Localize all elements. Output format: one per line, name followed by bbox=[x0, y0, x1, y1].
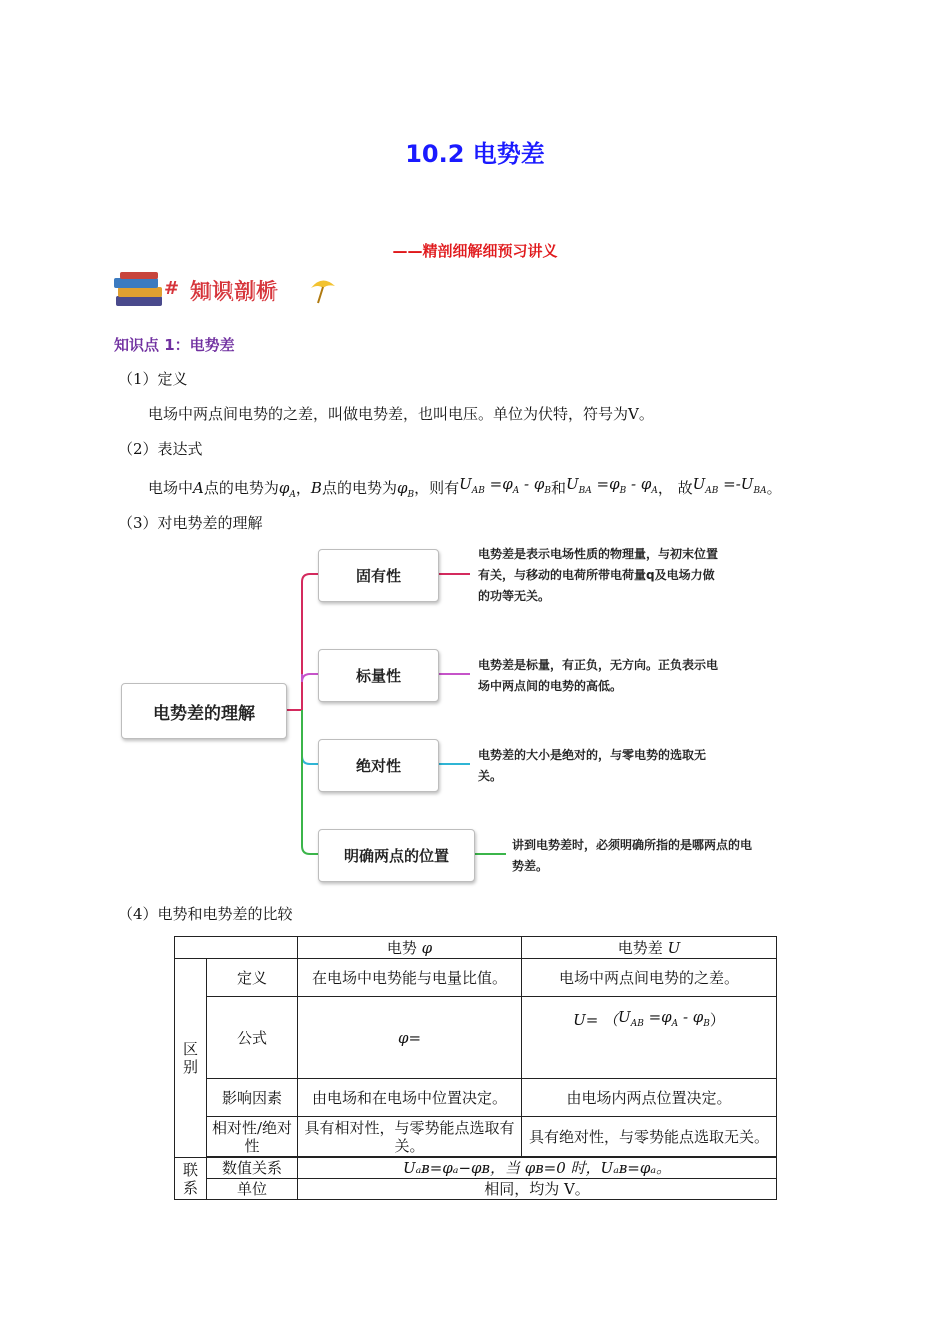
row-label-rel: 相对性/绝对性 bbox=[207, 1117, 298, 1157]
branch-mingque: 明确两点的位置 bbox=[318, 829, 475, 882]
table-header-row bbox=[175, 937, 777, 959]
cell-def-phi: 在电场中电势能与电量比值。 bbox=[298, 959, 522, 997]
row-label-factor: 影响因素 bbox=[207, 1079, 298, 1117]
branch-guyouxing: 固有性 bbox=[318, 549, 439, 602]
branch-jueduixing: 绝对性 bbox=[318, 739, 439, 792]
row-label-formula: 公式 bbox=[207, 997, 298, 1079]
note-mingque: 讲到电势差时，必须明确所指的是哪两点的电 势差。 bbox=[512, 838, 753, 873]
formula-uab: $U_{AB} =\varphi_A - \varphi_B$ bbox=[459, 475, 551, 496]
cell-formula-u: $U= (U_{AB} =\varphi_A - \varphi_B)$ bbox=[522, 997, 777, 1079]
mindmap-root: 电势差的理解 bbox=[121, 683, 287, 739]
svg-text:#: # bbox=[164, 278, 180, 299]
section-banner bbox=[112, 270, 352, 312]
branch-biaoliangxing: 标量性 bbox=[318, 649, 439, 702]
cell-rel-u: 具有绝对性，与零势能点选取无关。 bbox=[522, 1117, 777, 1157]
formula-uba: $U_{BA} =\varphi_B - \varphi_A$ bbox=[565, 475, 658, 496]
cell-unit: 相同，均为 V。 bbox=[298, 1179, 777, 1200]
cell-rel-phi: 具有相对性，与零势能点选取有关。 bbox=[298, 1117, 522, 1157]
mindmap bbox=[0, 540, 950, 890]
table-row bbox=[175, 1158, 777, 1179]
group-lianxi: 联系 bbox=[175, 1158, 207, 1200]
s4-heading: （4）电势和电势差的比较 bbox=[118, 905, 293, 923]
page-title: 10.2 电势差 bbox=[405, 140, 545, 168]
formula-uab-neg: $U_{AB} =-U_{BA}$ bbox=[692, 475, 767, 496]
knowledge-point-title: 知识点 1：电势差 bbox=[114, 336, 235, 354]
cell-factor-u: 由电场内两点位置决定。 bbox=[522, 1079, 777, 1117]
cell-formula-phi: φ= bbox=[298, 997, 522, 1079]
books-icon bbox=[112, 270, 192, 312]
table-row bbox=[175, 1117, 777, 1157]
s2-heading: （2）表达式 bbox=[118, 440, 203, 458]
cell-factor-phi: 由电场和在电场中位置决定。 bbox=[298, 1079, 522, 1117]
s1-body: 电场中两点间电势的之差，叫做电势差，也叫电压。单位为伏特，符号为V。 bbox=[148, 405, 654, 423]
table-row bbox=[175, 959, 777, 997]
page-subtitle: ——精剖细解细预习讲义 bbox=[392, 242, 558, 260]
cell-def-u: 电场中两点间电势的之差。 bbox=[522, 959, 777, 997]
comparison-table bbox=[174, 936, 777, 1200]
note-biaoliangxing: 电势差是标量，有正负，无方向。正负表示电 场中两点间的电势的高低。 bbox=[478, 658, 719, 693]
cell-num: Uₐʙ=φₐ−φʙ，当 φʙ=0 时，Uₐʙ=φₐ。 bbox=[298, 1158, 777, 1179]
table-row bbox=[175, 1179, 777, 1200]
note-jueduixing: 电势差的大小是绝对的，与零电势的选取无 关。 bbox=[478, 748, 707, 783]
group-qubie: 区别 bbox=[175, 959, 207, 1158]
s3-heading: （3）对电势差的理解 bbox=[118, 514, 263, 532]
table-corner bbox=[175, 937, 298, 959]
table-row bbox=[175, 997, 777, 1079]
umbrella-icon bbox=[308, 276, 338, 306]
table-row bbox=[175, 1079, 777, 1117]
header-u: 电势差 U bbox=[522, 937, 777, 959]
row-label-unit: 单位 bbox=[207, 1179, 298, 1200]
s2-body: 电场中A点的电势为$\varphi_A$，B点的电势为$\varphi_B$，则有$U_{AB} =\varphi_A - \varphi_B$和$U_{BA} =\varphi_B - \varphi_A$， 故$U_{AB} =-U_{BA}$。 bbox=[148, 475, 782, 500]
banner-text: 知识剖析 bbox=[190, 278, 278, 302]
s1-heading: （1）定义 bbox=[118, 370, 188, 388]
header-phi: 电势 φ bbox=[298, 937, 522, 959]
row-label-def: 定义 bbox=[207, 959, 298, 997]
row-label-num: 数值关系 bbox=[207, 1158, 298, 1179]
note-guyouxing: 电势差是表示电场性质的物理量，与初末位置 有关，与移动的电荷所带电荷量q及电场力做 的功等无关。 bbox=[478, 547, 719, 603]
